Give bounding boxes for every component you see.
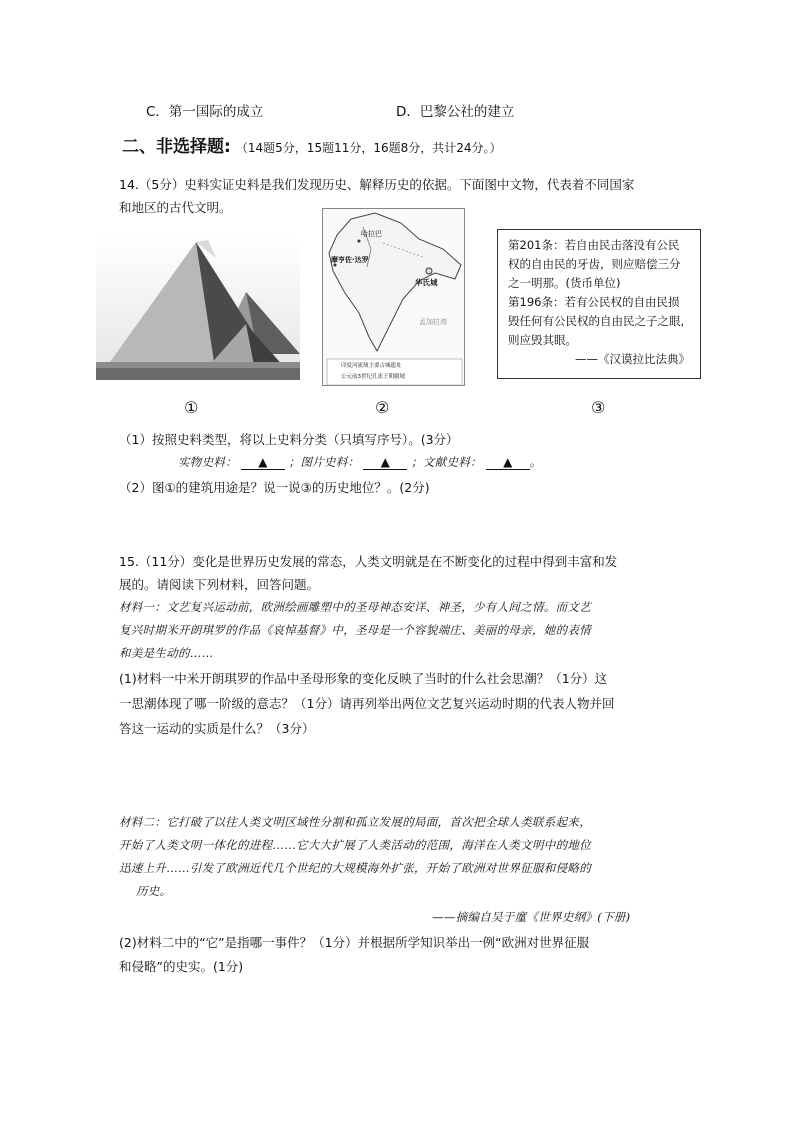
blank-label-document: ；文献史料： <box>411 455 482 469</box>
answer-blank-picture[interactable] <box>363 455 407 470</box>
map-label-sea: 孟加拉湾 <box>419 318 447 326</box>
q15-stem-line1: 15.（11分）变化是世界历史发展的常态，人类文明就是在不断变化的过程中得到丰富和发 <box>119 554 618 569</box>
q15-stem-line2: 展的。请阅读下列材料，回答问题。 <box>119 577 320 592</box>
material1-line2: 复兴时期米开朗琪罗的作品《哀悼基督》中，圣母是一个容貌端庄、美丽的母亲，她的表情 <box>119 623 591 637</box>
option-c: C．第一国际的成立 <box>146 104 264 120</box>
q15-part2-line1: (2)材料二中的“它”是指哪一事件？（1分）并根据所学知识举出一例“欧洲对世界征服 <box>119 935 590 950</box>
code-line: 第201条：若自由民击落没有公民 <box>508 238 680 252</box>
q15-part2-line2: 和侵略”的史实。(1分) <box>119 959 244 974</box>
figure-number-1: ① <box>184 398 199 417</box>
q14-part1: （1）按照史料类型，将以上史料分类（只填写序号）。(3分） <box>119 432 459 447</box>
q15-part1-line1: (1)材料一中米开朗琪罗的作品中圣母形象的变化反映了当时的什么社会思潮？（1分）这 <box>119 671 608 686</box>
figure-number-2: ② <box>375 398 390 417</box>
material2-source: ——摘编自吴于廑《世界史纲》(下册) <box>432 910 631 924</box>
pyramids-image <box>96 236 300 380</box>
material1-line1: 材料一：文艺复兴运动前，欧洲绘画雕塑中的圣母神态安详、神圣，少有人间之情。而文艺 <box>119 600 591 614</box>
section-note: （14题5分，15题11分，16题8分，共计24分。） <box>235 141 502 155</box>
map-label-huashi: 华氏城 <box>415 278 438 287</box>
blank-label-physical: 实物史料： <box>178 455 237 469</box>
material1-line3: 和美是生动的…… <box>119 646 214 660</box>
blank-end: 。 <box>529 455 542 469</box>
q14-stem-line1: 14.（5分）史料实证史料是我们发现历史、解释历史的依据。下面图中文物，代表着不同国家 <box>119 177 635 192</box>
material2-line3: 迅速上升……引发了欧洲近代几个世纪的大规模海外扩张，开始了欧洲对世界征服和侵略的 <box>119 861 591 875</box>
map-label-mohenjo: 摩亨佐·达罗 <box>331 256 369 264</box>
code-line: 第196条：若有公民权的自由民损 <box>508 295 680 309</box>
material2-line1: 材料二：它打破了以往人类文明区域性分割和孤立发展的局面，首次把全球人类联系起来， <box>119 815 591 829</box>
code-source: ——《汉谟拉比法典》 <box>575 352 690 366</box>
q14-stem-line2: 和地区的古代文明。 <box>119 200 232 215</box>
code-line: 毁任何有公民权的自由民之子之眼, <box>508 314 685 328</box>
map-legend-2: 公元前3世纪孔雀王朝疆域 <box>341 374 406 380</box>
material2-line2: 开始了人类文明一体化的进程……它大大扩展了人类活动的范围，海洋在人类文明中的地位 <box>119 838 591 852</box>
marker-icon: ▲ <box>503 455 513 469</box>
q14-part2: （2）图①的建筑用途是？说一说③的历史地位？。(2分) <box>119 480 430 495</box>
hammurabi-code-box <box>497 229 701 379</box>
blank-label-picture: ；图片史料： <box>288 455 360 469</box>
code-line: 权的自由民的牙齿，则应赔偿三分 <box>508 257 681 271</box>
india-map <box>322 208 465 386</box>
q15-part1-line2: 一思潮体现了哪一阶级的意志？（1分）请再列举出两位文艺复兴运动时期的代表人物并回 <box>119 696 615 711</box>
answer-blank-physical[interactable] <box>241 455 285 470</box>
figure-number-3: ③ <box>591 398 606 417</box>
marker-icon: ▲ <box>380 455 390 469</box>
section-title: 二、非选择题: <box>122 137 231 157</box>
code-line: 则应毁其眼。 <box>508 333 577 347</box>
code-line: 之一明那。(货币单位) <box>508 276 621 290</box>
answer-blank-document[interactable] <box>486 455 530 470</box>
marker-icon: ▲ <box>258 455 268 469</box>
q14-part1-blanks <box>178 453 542 470</box>
map-label-harappa: 哈拉巴 <box>361 230 382 238</box>
option-d: D．巴黎公社的建立 <box>396 104 515 120</box>
q15-part1-line3: 答这一运动的实质是什么？（3分） <box>119 721 315 736</box>
section-heading <box>122 132 502 157</box>
map-legend-1: 印度河流域主要古城遗址 <box>341 363 402 369</box>
india-map-outline <box>323 209 465 386</box>
material2-line4: 历史。 <box>136 884 172 898</box>
